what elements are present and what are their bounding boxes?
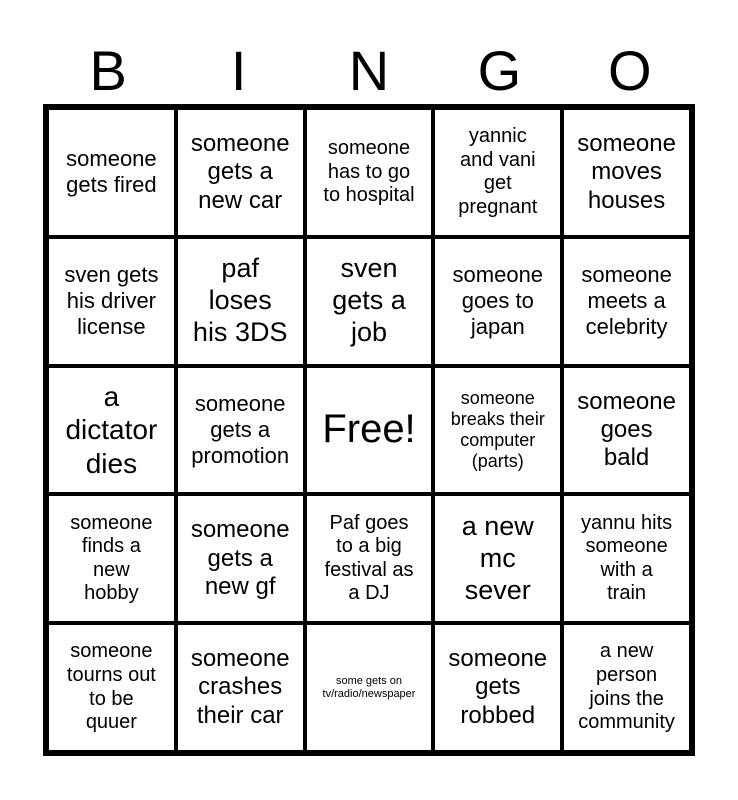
bingo-header: [43, 40, 695, 102]
bingo-cell[interactable]: [47, 366, 176, 495]
bingo-board: [43, 104, 695, 756]
cell-text: someone gets robbed: [448, 645, 548, 729]
cell-text: someone gets a new car: [190, 129, 290, 214]
bingo-cell[interactable]: [562, 108, 691, 237]
cell-text: someone gets fired: [66, 146, 157, 198]
bingo-cell[interactable]: [562, 366, 691, 495]
bingo-cell[interactable]: [176, 366, 305, 495]
bingo-cell[interactable]: [47, 108, 176, 237]
bingo-cell[interactable]: [433, 366, 562, 495]
bingo-cell[interactable]: [433, 237, 562, 366]
header-letter-g: G: [477, 39, 522, 102]
bingo-cell[interactable]: [433, 623, 562, 752]
cell-text: someone has to go to hospital: [323, 137, 415, 207]
bingo-cell[interactable]: [305, 108, 434, 237]
free-space-text: Free!: [322, 407, 416, 452]
cell-text: someone tourns out to be quuer: [66, 640, 156, 734]
cell-text: yannic and vani get pregnant: [458, 125, 538, 218]
bingo-cell[interactable]: [562, 237, 691, 366]
bingo-cell[interactable]: [176, 623, 305, 752]
cell-text: someone goes to japan: [452, 262, 544, 340]
bingo-cell[interactable]: [562, 494, 691, 623]
bingo-cell[interactable]: [562, 623, 691, 752]
header-letter-o: O: [608, 39, 652, 102]
cell-text: a new person joins the community: [578, 640, 675, 734]
cell-text: sven gets a job: [332, 253, 406, 348]
header-letter-b: B: [89, 39, 127, 102]
cell-text: someone meets a celebrity: [581, 262, 672, 340]
bingo-cell[interactable]: [47, 237, 176, 366]
cell-text: some gets on tv/radio/newspaper: [322, 674, 416, 700]
cell-text: someone goes bald: [577, 387, 676, 472]
cell-text: a dictator dies: [65, 381, 158, 479]
cell-text: someone gets a promotion: [191, 391, 290, 468]
bingo-cell[interactable]: [47, 494, 176, 623]
bingo-cell[interactable]: [176, 494, 305, 623]
cell-text: a new mc sever: [461, 511, 534, 605]
cell-text: sven gets his driver license: [64, 262, 159, 340]
bingo-cell[interactable]: [433, 494, 562, 623]
cell-text: yannu hits someone with a train: [581, 511, 673, 605]
free-space-cell[interactable]: [305, 366, 434, 495]
cell-text: someone crashes their car: [190, 645, 290, 729]
header-letter-n: N: [348, 39, 390, 102]
cell-text: Paf goes to a big festival as a DJ: [324, 511, 414, 605]
bingo-cell[interactable]: [433, 108, 562, 237]
bingo-cell[interactable]: [305, 623, 434, 752]
header-letter-i: I: [230, 39, 247, 102]
cell-text: someone finds a new hobby: [70, 511, 153, 605]
bingo-cell[interactable]: [47, 623, 176, 752]
cell-text: someone breaks their computer (parts): [450, 387, 545, 472]
cell-text: someone moves houses: [577, 129, 676, 214]
bingo-cell[interactable]: [305, 237, 434, 366]
bingo-cell[interactable]: [305, 494, 434, 623]
cell-text: someone gets a new gf: [190, 516, 290, 600]
cell-text: paf loses his 3DS: [192, 253, 288, 348]
bingo-cell[interactable]: [176, 237, 305, 366]
bingo-cell[interactable]: [176, 108, 305, 237]
